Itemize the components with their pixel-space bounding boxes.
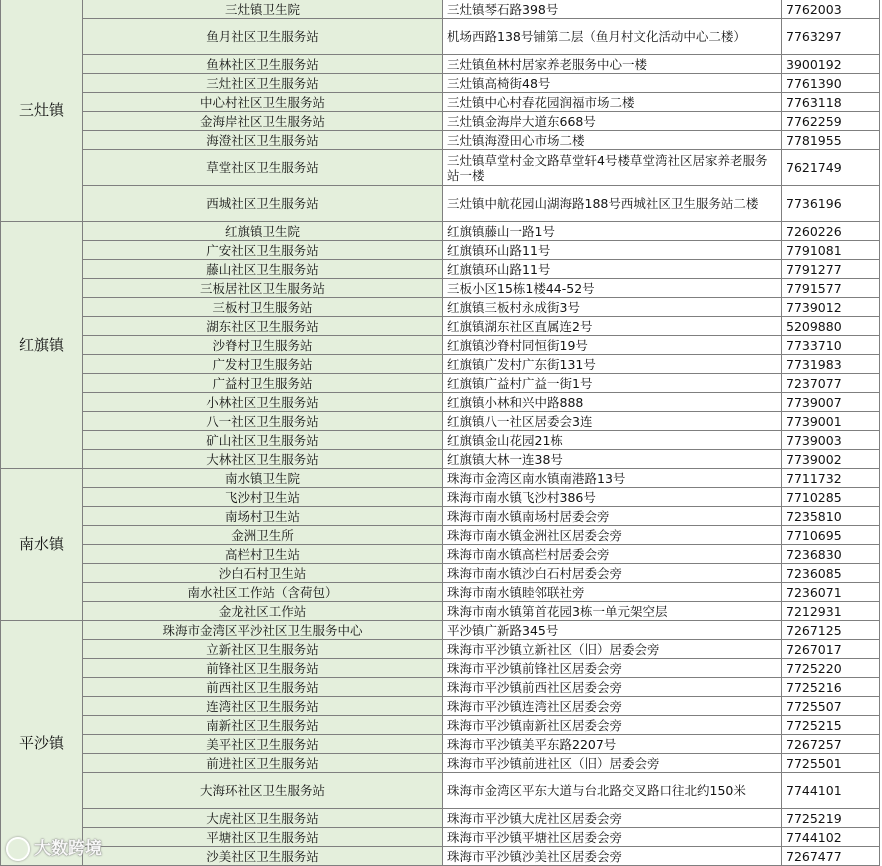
address-cell: 珠海市平沙镇前锋社区居委会旁 bbox=[443, 659, 782, 678]
phone-cell: 7739001 bbox=[782, 412, 880, 431]
phone-cell: 7733710 bbox=[782, 336, 880, 355]
address-cell: 红旗镇环山路11号 bbox=[443, 241, 782, 260]
table-row bbox=[1, 450, 880, 469]
phone-cell: 7710285 bbox=[782, 488, 880, 507]
address-cell: 珠海市平沙镇平塘社区居委会旁 bbox=[443, 828, 782, 847]
table-row bbox=[1, 241, 880, 260]
phone-cell: 7267257 bbox=[782, 735, 880, 754]
phone-cell: 7762259 bbox=[782, 112, 880, 131]
station-name-cell: 广安社区卫生服务站 bbox=[83, 241, 443, 260]
phone-cell: 7212931 bbox=[782, 602, 880, 621]
table-row bbox=[1, 716, 880, 735]
station-name-cell: 八一社区卫生服务站 bbox=[83, 412, 443, 431]
phone-cell: 7731983 bbox=[782, 355, 880, 374]
station-name-cell: 飞沙村卫生站 bbox=[83, 488, 443, 507]
address-cell: 红旗镇大林一连38号 bbox=[443, 450, 782, 469]
station-name-cell: 三灶社区卫生服务站 bbox=[83, 74, 443, 93]
table-row bbox=[1, 735, 880, 754]
table-row bbox=[1, 469, 880, 488]
station-name-cell: 广益村卫生服务站 bbox=[83, 374, 443, 393]
phone-cell: 7739012 bbox=[782, 298, 880, 317]
table-row bbox=[1, 0, 880, 19]
address-cell: 珠海市平沙镇大虎社区居委会旁 bbox=[443, 809, 782, 828]
station-name-cell: 高栏村卫生站 bbox=[83, 545, 443, 564]
town-cell: 红旗镇 bbox=[1, 222, 83, 469]
table-row bbox=[1, 602, 880, 621]
address-cell: 珠海市平沙镇连湾社区居委会旁 bbox=[443, 697, 782, 716]
town-cell: 三灶镇 bbox=[1, 0, 83, 222]
station-name-cell: 沙白石村卫生站 bbox=[83, 564, 443, 583]
address-cell: 三灶镇海澄田心市场二楼 bbox=[443, 131, 782, 150]
address-cell: 珠海市南水镇睦邻联社旁 bbox=[443, 583, 782, 602]
table-row bbox=[1, 298, 880, 317]
phone-cell: 7725215 bbox=[782, 716, 880, 735]
address-cell: 红旗镇湖东社区直属连2号 bbox=[443, 317, 782, 336]
station-name-cell: 鱼月社区卫生服务站 bbox=[83, 19, 443, 55]
table-row bbox=[1, 374, 880, 393]
phone-cell: 7725219 bbox=[782, 809, 880, 828]
station-name-cell: 矿山社区卫生服务站 bbox=[83, 431, 443, 450]
address-cell: 珠海市平沙镇美平东路2207号 bbox=[443, 735, 782, 754]
phone-cell: 5209880 bbox=[782, 317, 880, 336]
address-cell: 三灶镇中航花园山湖海路188号西城社区卫生服务站二楼 bbox=[443, 186, 782, 222]
phone-cell: 7791081 bbox=[782, 241, 880, 260]
table-row bbox=[1, 507, 880, 526]
station-name-cell: 沙美社区卫生服务站 bbox=[83, 847, 443, 866]
phone-cell: 7791577 bbox=[782, 279, 880, 298]
phone-cell: 7781955 bbox=[782, 131, 880, 150]
table-row bbox=[1, 564, 880, 583]
town-cell: 平沙镇 bbox=[1, 621, 83, 866]
table-row bbox=[1, 186, 880, 222]
table-row bbox=[1, 131, 880, 150]
station-name-cell: 南水社区工作站（含荷包） bbox=[83, 583, 443, 602]
watermark-logo-icon bbox=[6, 837, 30, 861]
phone-cell: 7791277 bbox=[782, 260, 880, 279]
address-cell: 珠海市金湾区平东大道与台北路交叉路口往北约150米 bbox=[443, 773, 782, 809]
phone-cell: 7621749 bbox=[782, 150, 880, 186]
table-row bbox=[1, 317, 880, 336]
table-row bbox=[1, 150, 880, 186]
phone-cell: 7739007 bbox=[782, 393, 880, 412]
address-cell: 三灶镇草堂村金文路草堂轩4号楼草堂湾社区居家养老服务站一楼 bbox=[443, 150, 782, 186]
address-cell: 珠海市南水镇高栏村居委会旁 bbox=[443, 545, 782, 564]
address-cell: 珠海市南水镇第首花园3栋一单元架空层 bbox=[443, 602, 782, 621]
watermark-text: 大数跨境 bbox=[34, 839, 102, 859]
station-name-cell: 金洲卫生所 bbox=[83, 526, 443, 545]
address-cell: 珠海市平沙镇前西社区居委会旁 bbox=[443, 678, 782, 697]
station-name-cell: 海澄社区卫生服务站 bbox=[83, 131, 443, 150]
table-row bbox=[1, 488, 880, 507]
address-cell: 红旗镇广益村广益一街1号 bbox=[443, 374, 782, 393]
address-cell: 红旗镇三板村永成街3号 bbox=[443, 298, 782, 317]
phone-cell: 7744101 bbox=[782, 773, 880, 809]
phone-cell: 7725220 bbox=[782, 659, 880, 678]
address-cell: 机场西路138号铺第二层（鱼月村文化活动中心二楼） bbox=[443, 19, 782, 55]
phone-cell: 7762003 bbox=[782, 0, 880, 19]
phone-cell: 7763297 bbox=[782, 19, 880, 55]
phone-cell: 7744102 bbox=[782, 828, 880, 847]
station-name-cell: 三灶镇卫生院 bbox=[83, 0, 443, 19]
address-cell: 红旗镇环山路11号 bbox=[443, 260, 782, 279]
station-name-cell: 连湾社区卫生服务站 bbox=[83, 697, 443, 716]
phone-cell: 7236071 bbox=[782, 583, 880, 602]
table-row bbox=[1, 659, 880, 678]
table-row bbox=[1, 260, 880, 279]
station-name-cell: 南场村卫生站 bbox=[83, 507, 443, 526]
station-name-cell: 南水镇卫生院 bbox=[83, 469, 443, 488]
address-cell: 红旗镇金山花园21栋 bbox=[443, 431, 782, 450]
station-name-cell: 红旗镇卫生院 bbox=[83, 222, 443, 241]
station-name-cell: 金龙社区工作站 bbox=[83, 602, 443, 621]
phone-cell: 7739002 bbox=[782, 450, 880, 469]
address-cell: 珠海市平沙镇南新社区居委会旁 bbox=[443, 716, 782, 735]
address-cell: 珠海市南水镇沙白石村居委会旁 bbox=[443, 564, 782, 583]
station-name-cell: 前西社区卫生服务站 bbox=[83, 678, 443, 697]
station-name-cell: 大林社区卫生服务站 bbox=[83, 450, 443, 469]
table-row bbox=[1, 393, 880, 412]
phone-cell: 7267017 bbox=[782, 640, 880, 659]
table-row bbox=[1, 112, 880, 131]
station-name-cell: 三板居社区卫生服务站 bbox=[83, 279, 443, 298]
table-row bbox=[1, 828, 880, 847]
phone-cell: 7710695 bbox=[782, 526, 880, 545]
phone-cell: 7725507 bbox=[782, 697, 880, 716]
station-name-cell: 美平社区卫生服务站 bbox=[83, 735, 443, 754]
phone-cell: 7236830 bbox=[782, 545, 880, 564]
station-name-cell: 金海岸社区卫生服务站 bbox=[83, 112, 443, 131]
watermark bbox=[6, 834, 102, 861]
address-cell: 三灶镇琴石路398号 bbox=[443, 0, 782, 19]
address-cell: 珠海市金湾区南水镇南港路13号 bbox=[443, 469, 782, 488]
phone-cell: 7739003 bbox=[782, 431, 880, 450]
address-cell: 珠海市南水镇金洲社区居委会旁 bbox=[443, 526, 782, 545]
station-name-cell: 沙脊村卫生服务站 bbox=[83, 336, 443, 355]
table-row bbox=[1, 545, 880, 564]
phone-cell: 7763118 bbox=[782, 93, 880, 112]
phone-cell: 7761390 bbox=[782, 74, 880, 93]
station-name-cell: 小林社区卫生服务站 bbox=[83, 393, 443, 412]
station-name-cell: 三板村卫生服务站 bbox=[83, 298, 443, 317]
station-name-cell: 西城社区卫生服务站 bbox=[83, 186, 443, 222]
address-cell: 珠海市南水镇飞沙村386号 bbox=[443, 488, 782, 507]
table-row bbox=[1, 583, 880, 602]
address-cell: 红旗镇藤山一路1号 bbox=[443, 222, 782, 241]
station-name-cell: 前锋社区卫生服务站 bbox=[83, 659, 443, 678]
address-cell: 红旗镇八一社区居委会3连 bbox=[443, 412, 782, 431]
station-name-cell: 立新社区卫生服务站 bbox=[83, 640, 443, 659]
address-cell: 珠海市平沙镇立新社区（旧）居委会旁 bbox=[443, 640, 782, 659]
station-name-cell: 湖东社区卫生服务站 bbox=[83, 317, 443, 336]
station-name-cell: 草堂社区卫生服务站 bbox=[83, 150, 443, 186]
table-row bbox=[1, 640, 880, 659]
table-row bbox=[1, 773, 880, 809]
table-row bbox=[1, 222, 880, 241]
phone-cell: 7237077 bbox=[782, 374, 880, 393]
table-row bbox=[1, 336, 880, 355]
town-cell: 南水镇 bbox=[1, 469, 83, 621]
phone-cell: 7736196 bbox=[782, 186, 880, 222]
station-name-cell: 平塘社区卫生服务站 bbox=[83, 828, 443, 847]
table-row bbox=[1, 678, 880, 697]
table-row bbox=[1, 55, 880, 74]
station-name-cell: 大海环社区卫生服务站 bbox=[83, 773, 443, 809]
station-name-cell: 鱼林社区卫生服务站 bbox=[83, 55, 443, 74]
table-row bbox=[1, 93, 880, 112]
table-row bbox=[1, 19, 880, 55]
phone-cell: 7260226 bbox=[782, 222, 880, 241]
station-name-cell: 藤山社区卫生服务站 bbox=[83, 260, 443, 279]
station-name-cell: 南新社区卫生服务站 bbox=[83, 716, 443, 735]
address-cell: 红旗镇沙脊村同恒街19号 bbox=[443, 336, 782, 355]
address-cell: 珠海市平沙镇前进社区（旧）居委会旁 bbox=[443, 754, 782, 773]
phone-cell: 7267125 bbox=[782, 621, 880, 640]
address-cell: 红旗镇广发村广东街131号 bbox=[443, 355, 782, 374]
address-cell: 珠海市南水镇南场村居委会旁 bbox=[443, 507, 782, 526]
table-row bbox=[1, 355, 880, 374]
phone-cell: 7725216 bbox=[782, 678, 880, 697]
phone-cell: 7711732 bbox=[782, 469, 880, 488]
table-row bbox=[1, 412, 880, 431]
station-name-cell: 珠海市金湾区平沙社区卫生服务中心 bbox=[83, 621, 443, 640]
address-cell: 三灶镇高椅街48号 bbox=[443, 74, 782, 93]
table-row bbox=[1, 754, 880, 773]
address-cell: 珠海市平沙镇沙美社区居委会旁 bbox=[443, 847, 782, 866]
table-row bbox=[1, 621, 880, 640]
address-cell: 三灶镇金海岸大道东668号 bbox=[443, 112, 782, 131]
phone-cell: 7267477 bbox=[782, 847, 880, 866]
phone-cell: 7235810 bbox=[782, 507, 880, 526]
station-name-cell: 前进社区卫生服务站 bbox=[83, 754, 443, 773]
station-name-cell: 中心村社区卫生服务站 bbox=[83, 93, 443, 112]
address-cell: 平沙镇广新路345号 bbox=[443, 621, 782, 640]
table-body bbox=[1, 0, 880, 866]
table-row bbox=[1, 697, 880, 716]
address-cell: 三灶镇鱼林村居家养老服务中心一楼 bbox=[443, 55, 782, 74]
table-row bbox=[1, 526, 880, 545]
table-row bbox=[1, 431, 880, 450]
phone-cell: 7236085 bbox=[782, 564, 880, 583]
phone-cell: 3900192 bbox=[782, 55, 880, 74]
table-row bbox=[1, 279, 880, 298]
station-name-cell: 大虎社区卫生服务站 bbox=[83, 809, 443, 828]
address-cell: 三灶镇中心村春花园润福市场二楼 bbox=[443, 93, 782, 112]
table-row bbox=[1, 809, 880, 828]
station-name-cell: 广发村卫生服务站 bbox=[83, 355, 443, 374]
address-cell: 三板小区15栋1楼44-52号 bbox=[443, 279, 782, 298]
address-cell: 红旗镇小林和兴中路888 bbox=[443, 393, 782, 412]
phone-cell: 7725501 bbox=[782, 754, 880, 773]
table-row bbox=[1, 74, 880, 93]
